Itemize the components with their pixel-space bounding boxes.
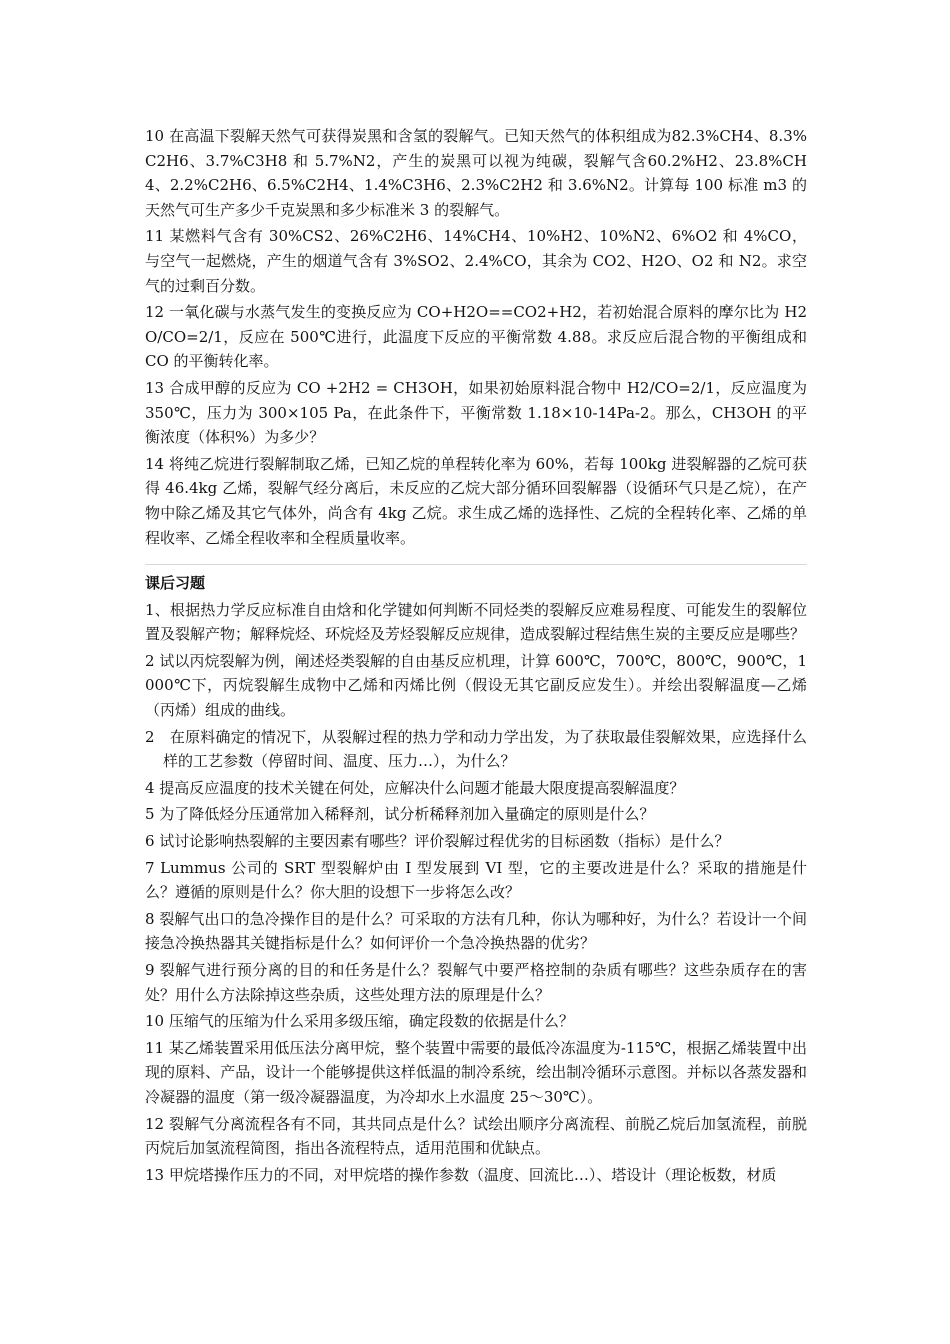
exercise-item: 12 裂解气分离流程各有不同，其共同点是什么？试绘出顺序分离流程、前脱乙烷后加氢流程，前脱丙烷后加氢流程简图，指出各流程特点，适用范围和优缺点。 bbox=[145, 1114, 807, 1158]
exercise-item: 2 在原料确定的情况下，从裂解过程的热力学和动力学出发，为了获取最佳裂解效果，应选择什么样的工艺参数（停留时间、温度、压力…），为什么？ bbox=[145, 727, 807, 771]
problem-14: 14 将纯乙烷进行裂解制取乙烯，已知乙烷的单程转化率为 60%，若每 100kg 进裂解器的乙烷可获得 46.4kg 乙烯，裂解气经分离后，未反应的乙烷大部分循环回裂解器（设循环气只是乙烷），在产物中除乙烯及其它气体外，尚含有 4kg 乙烷。求生成乙烯的选择性、乙烷的全程转化率、乙烯的单程收率、乙烯全程收率和全程质量收率。 bbox=[145, 454, 807, 547]
exercise-item: 1、根据热力学反应标准自由焓和化学键如何判断不同烃类的裂解反应难易程度、可能发生的裂解位置及裂解产物；解释烷烃、环烷烃及芳烃裂解反应规律，造成裂解过程结焦生炭的主要反应是哪些？ bbox=[145, 600, 807, 644]
section-divider bbox=[145, 564, 807, 565]
problem-13: 13 合成甲醇的反应为 CO +2H2 = CH3OH，如果初始原料混合物中 H2/CO=2/1，反应温度为 350℃，压力为 300×105 Pa，在此条件下，平衡常数 1.18×10-14Pa-2。那么，CH3OH 的平衡浓度（体积%）为多少？ bbox=[145, 378, 807, 447]
problem-11: 11 某燃料气含有 30%CS2、26%C2H6、14%CH4、10%H2、10%N2、6%O2 和 4%CO，与空气一起燃烧，产生的烟道气含有 3%SO2、2.4%CO，其余为 CO2、H2O、O2 和 N2。求空气的过剩百分数。 bbox=[145, 227, 807, 295]
exercise-item: 2 试以丙烷裂解为例，阐述烃类裂解的自由基反应机理，计算 600℃，700℃，800℃，900℃，1000℃下，丙烷裂解生成物中乙烯和丙烯比例（假设无其它副反应发生）。并绘出裂解温度—乙烯（丙烯）组成的曲线。 bbox=[145, 651, 807, 720]
exercise-item: 8 裂解气出口的急冷操作目的是什么？可采取的方法有几种，你认为哪种好，为什么？若设计一个间接急冷换热器其关键指标是什么？如何评价一个急冷换热器的优劣？ bbox=[145, 909, 807, 953]
exercise-item: 4 提高反应温度的技术关键在何处，应解决什么问题才能最大限度提高裂解温度？ bbox=[145, 778, 685, 797]
problem-12: 12 一氧化碳与水蒸气发生的变换反应为 CO+H2O==CO2+H2，若初始混合原料的摩尔比为 H2O/CO=2/1，反应在 500℃进行，此温度下反应的平衡常数 4.88。求反应后混合物的平衡组成和 CO 的平衡转化率。 bbox=[145, 303, 807, 371]
exercise-item: 7 Lummus 公司的 SRT 型裂解炉由 I 型发展到 VI 型，它的主要改进是什么？采取的措施是什么？遵循的原则是什么？你大胆的设想下一步将怎么改？ bbox=[145, 858, 807, 902]
problem-10: 10 在高温下裂解天然气可获得炭黑和含氢的裂解气。已知天然气的体积组成为82.3%CH4、8.3%C2H6、3.7%C3H8 和 5.7%N2，产生的炭黑可以视为纯碳，裂解气含60.2%H2、23.8%CH4、2.2%C2H6、6.5%C2H4、1.4%C3H6、2.3%C2H2 和 3.6%N2。计算每 100 标准 m3 的天然气可生产多少千克炭黑和多少标准米 3 的裂解气。 bbox=[145, 127, 807, 219]
exercise-item: 13 甲烷塔操作压力的不同，对甲烷塔的操作参数（温度、回流比…）、塔设计（理论板数，材质 bbox=[145, 1165, 777, 1184]
document-page bbox=[145, 124, 807, 1189]
exercise-item: 10 压缩气的压缩为什么采用多级压缩，确定段数的依据是什么？ bbox=[145, 1012, 574, 1031]
exercise-item: 5 为了降低烃分压通常加入稀释剂，试分析稀释剂加入量确定的原则是什么？ bbox=[145, 805, 655, 824]
problem-list bbox=[145, 124, 807, 550]
exercise-list bbox=[145, 598, 807, 1188]
exercises-heading: 课后习题 bbox=[145, 574, 206, 593]
exercise-item: 11 某乙烯装置采用低压法分离甲烷，整个装置中需要的最低冷冻温度为-115℃，根据乙烯装置中出现的原料、产品，设计一个能够提供这样低温的制冷系统，绘出制冷循环示意图。并标以各蒸发器和冷凝器的温度（第一级冷凝器温度，为冷却水上水温度 25～30℃）。 bbox=[145, 1038, 807, 1106]
exercise-item: 9 裂解气进行预分离的目的和任务是什么？裂解气中要严格控制的杂质有哪些？这些杂质存在的害处？用什么方法除掉这些杂质，这些处理方法的原理是什么？ bbox=[145, 961, 807, 1004]
exercise-item: 6 试讨论影响热裂解的主要因素有哪些？评价裂解过程优劣的目标函数（指标）是什么？ bbox=[145, 832, 730, 851]
